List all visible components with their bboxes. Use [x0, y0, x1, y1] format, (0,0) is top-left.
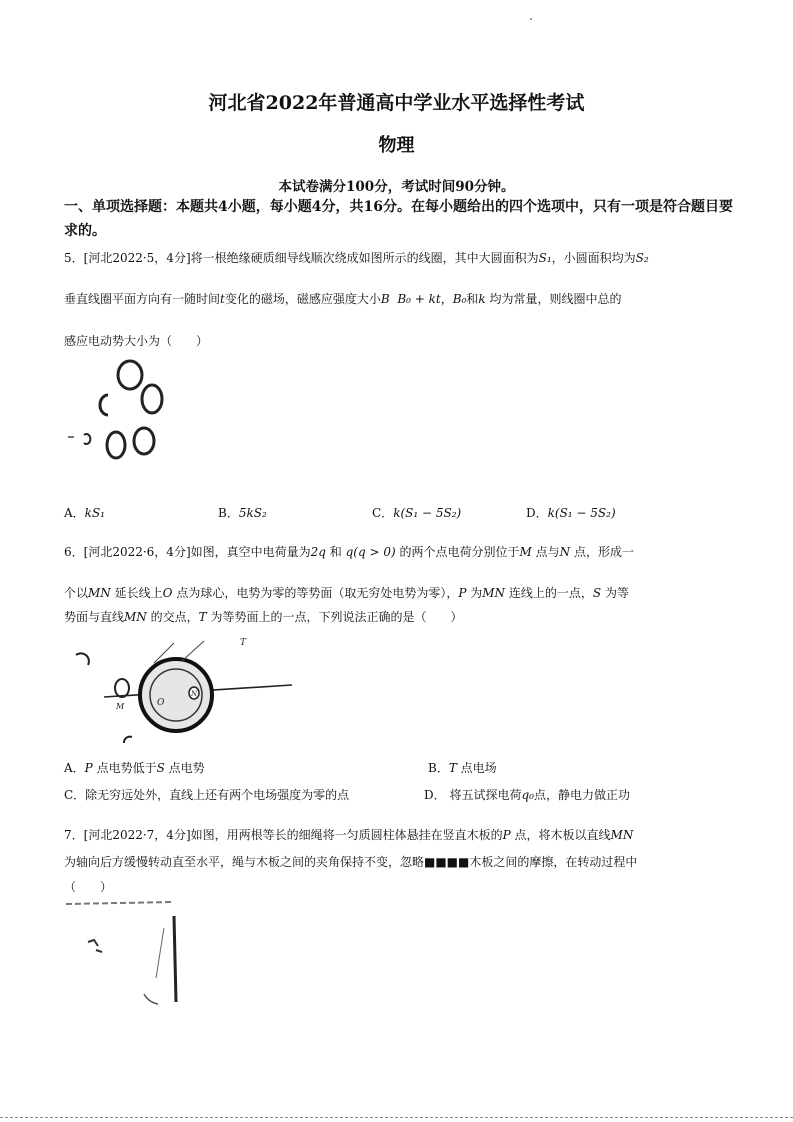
cylinder-sketch — [88, 940, 102, 952]
q6-line1: 6．[河北2022·6，4分]如图，真空中电荷量为2q 和 q(q > 0) 的两个点电荷分别位于M 点与N 点，形成一 — [64, 545, 634, 559]
q5-option-d[interactable]: D．k(S₁ − 5S₂) — [526, 506, 616, 520]
q6-line2: 个以MN 延长线上O 点为球心，电势为零的等势面（取无穷处电势为零），P 为MN 连线上的一点，S 为等 — [64, 586, 629, 600]
small-loop — [134, 428, 154, 454]
small-loop — [107, 432, 125, 458]
q5-line2: 垂直线圈平面方向有一随时间t变化的磁场，磁感应强度大小B B₀ + kt，B₀和k 均为常量，则线圈中总的 — [64, 292, 622, 306]
q5-option-b[interactable]: B．5kS₂ — [218, 506, 267, 520]
q5-line3: 感应电动势大小为（ ） — [64, 334, 209, 348]
q5-option-c[interactable]: C．k(S₁ − 5S₂) — [372, 506, 462, 520]
scan-speck — [530, 18, 532, 20]
page-bottom-border — [0, 1117, 793, 1118]
rope — [156, 928, 164, 978]
label-n: N — [191, 690, 198, 698]
equipotential-sphere — [140, 659, 212, 731]
q6-option-c[interactable]: C．除无穷远处外，直线上还有两个电场强度为零的点 — [64, 788, 350, 802]
q6-equipotential-figure — [64, 633, 304, 751]
arc-fragment — [124, 737, 132, 743]
board-edge — [174, 916, 176, 1002]
q6-option-b[interactable]: B．T 点电场 — [428, 761, 497, 775]
section-heading: 一、单项选择题：本题共4小题，每小题4分，共16分。在每小题给出的四个选项中，只有一项是符合题目要求的。 — [64, 199, 733, 239]
q7-line1: 7．[河北2022·7，4分]如图，用两根等长的细绳将一匀质圆柱体悬挂在竖直木板的P 点，将木板以直线MN — [64, 828, 634, 842]
small-loop — [118, 361, 142, 389]
charge-m — [115, 679, 129, 697]
q7-line2: 为轴向后方缓慢转动直至水平，绳与木板之间的夹角保持不变，忽略■■■■木板之间的摩擦，在转动过程中 — [64, 855, 638, 869]
q5-option-a[interactable]: A．kS₁ — [64, 506, 105, 520]
q6-line3: 势面与直线MN 的交点，T 为等势面上的一点，下列说法正确的是（ ） — [64, 610, 463, 624]
exam-title: 河北省2022年普通高中学业水平选择性考试 — [208, 92, 585, 114]
q6-option-a[interactable]: A．P 点电势低于S 点电势 — [64, 761, 205, 775]
rotation-arc — [144, 994, 158, 1004]
q7-board-figure — [64, 898, 194, 1008]
label-t: T — [240, 638, 247, 648]
small-loop — [84, 434, 90, 444]
label-m: M — [116, 702, 125, 711]
exam-info: 本试卷满分100分，考试时间90分钟。 — [278, 179, 515, 195]
q6-option-d[interactable]: D． 将五试探电荷q₀点，静电力做正功 — [424, 788, 630, 802]
small-loop — [100, 395, 108, 415]
q7-line3: （ ） — [64, 880, 113, 894]
q5-coil-figure — [64, 355, 174, 485]
arc-fragment — [76, 653, 89, 665]
field-line — [182, 641, 204, 661]
subject-title: 物理 — [378, 135, 415, 156]
small-loop — [142, 385, 162, 413]
label-o: O — [157, 698, 165, 708]
top-edge — [66, 902, 174, 904]
q5-line1: 5．[河北2022·5，4分]将一根绝缘硬质细导线顺次绕成如图所示的线圈，其中大圆面积为S₁，小圆面积均为S₂ — [64, 251, 649, 265]
